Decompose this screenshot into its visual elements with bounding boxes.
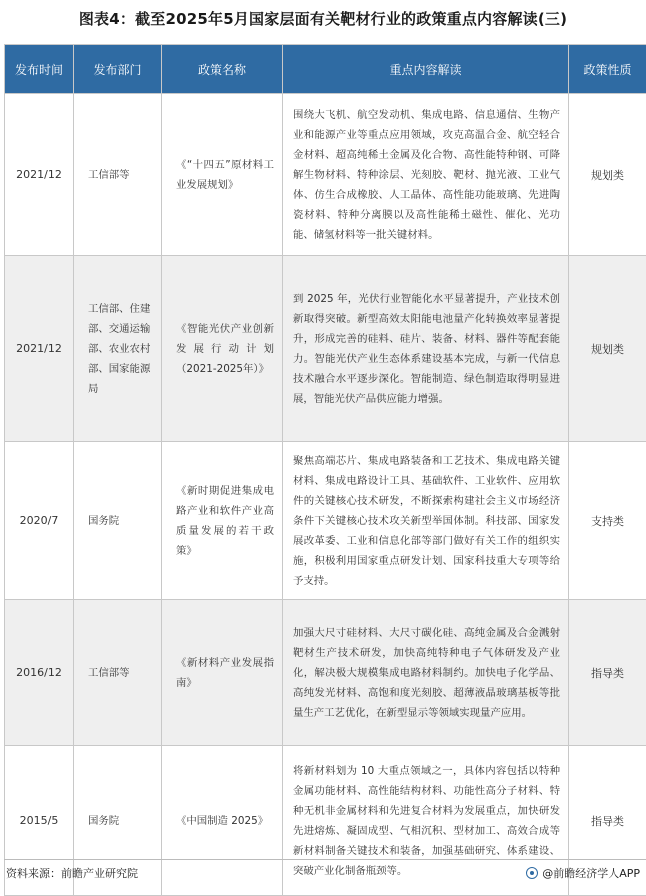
cell-date: 2020/7 bbox=[5, 442, 74, 600]
brand-logo-icon bbox=[526, 867, 538, 879]
cell-date: 2016/12 bbox=[5, 600, 74, 746]
cell-content: 加强大尺寸硅材料、大尺寸碳化硅、高纯金属及合金溅射靶材生产技术研发，加快高纯特种电子气体研发及产业化，解决极大规模集成电路材料制约。加快电子化学品、高纯发光材料、高饱和度光刻胶、超薄液晶玻璃基板等批量生产工艺优化，在新型显示等领域实现量产应用。 bbox=[283, 600, 569, 746]
cell-content: 到 2025 年，光伏行业智能化水平显著提升，产业技术创新取得突破。新型高效太阳能电池量产化转换效率显著提升，形成完善的硅料、硅片、装备、材料、器件等配套能力。智能光伏产业生态体系建设基本完成，与新一代信息技术融合水平逐步深化。智能制造、绿色制造取得明显进展，智能光伏产品供应能力增强。 bbox=[283, 256, 569, 442]
cell-dept: 国务院 bbox=[74, 442, 162, 600]
table-row bbox=[5, 94, 646, 256]
policy-table bbox=[4, 44, 646, 896]
cell-dept: 工信部等 bbox=[74, 94, 162, 256]
table-row bbox=[5, 600, 646, 746]
page-title: 图表4：截至2025年5月国家层面有关靶材行业的政策重点内容解读(三) bbox=[0, 8, 646, 29]
cell-content: 聚焦高端芯片、集成电路装备和工艺技术、集成电路关键材料、集成电路设计工具、基础软件、工业软件、应用软件的关键核心技术研发，不断探索构建社会主义市场经济条件下关键核心技术攻关新型举国体制。科技部、国家发展改革委、工业和信息化部等部门做好有关工作的组织实施，积极利用国家重点研发计划、国家科技重大专项等给予支持。 bbox=[283, 442, 569, 600]
cell-policy-name: 《新材料产业发展指南》 bbox=[162, 600, 283, 746]
footer-divider bbox=[4, 859, 646, 860]
cell-policy-name: 《中国制造 2025》 bbox=[162, 746, 283, 896]
cell-date: 2015/5 bbox=[5, 746, 74, 896]
cell-nature: 支持类 bbox=[569, 442, 646, 600]
table-header-row bbox=[5, 45, 646, 94]
header-name: 政策名称 bbox=[162, 45, 283, 94]
cell-nature: 指导类 bbox=[569, 600, 646, 746]
cell-policy-name: 《新时期促进集成电路产业和软件产业高质量发展的若干政策》 bbox=[162, 442, 283, 600]
table-row bbox=[5, 442, 646, 600]
brand-text: @前瞻经济学人APP bbox=[542, 865, 640, 881]
source-note: 资料来源：前瞻产业研究院 bbox=[6, 865, 138, 881]
cell-nature: 规划类 bbox=[569, 94, 646, 256]
cell-nature: 规划类 bbox=[569, 256, 646, 442]
cell-policy-name: 《“十四五”原材料工业发展规划》 bbox=[162, 94, 283, 256]
cell-date: 2021/12 bbox=[5, 256, 74, 442]
cell-nature: 指导类 bbox=[569, 746, 646, 896]
cell-content: 围绕大飞机、航空发动机、集成电路、信息通信、生物产业和能源产业等重点应用领域，攻克高温合金、航空轻合金材料、超高纯稀土金属及化合物、高性能特种钢、可降解生物材料、特种涂层、光刻胶、靶材、抛光液、工业气体、仿生合成橡胶、人工晶体、高性能功能玻璃、先进陶瓷材料、特种分离膜以及高性能稀土磁性、催化、光功能、储氢材料等一批关键材料。 bbox=[283, 94, 569, 256]
cell-dept: 工信部等 bbox=[74, 600, 162, 746]
cell-policy-name: 《智能光伏产业创新发展行动计划（2021-2025年）》 bbox=[162, 256, 283, 442]
table-row bbox=[5, 256, 646, 442]
header-content: 重点内容解读 bbox=[283, 45, 569, 94]
header-nature: 政策性质 bbox=[569, 45, 646, 94]
cell-dept: 工信部、住建部、交通运输部、农业农村部、国家能源局 bbox=[74, 256, 162, 442]
header-dept: 发布部门 bbox=[74, 45, 162, 94]
cell-date: 2021/12 bbox=[5, 94, 74, 256]
cell-dept: 国务院 bbox=[74, 746, 162, 896]
brand-credit bbox=[526, 865, 640, 881]
cell-content: 将新材料划为 10 大重点领域之一，具体内容包括以特种金属功能材料、高性能结构材料、功能性高分子材料、特种无机非金属材料和先进复合材料为发展重点，加快研发先进熔炼、凝固成型、气相沉积、型材加工、高效合成等新材料制备关键技术和装备，加强基础研究、体系建设、突破产业化制备瓶颈等。 bbox=[283, 746, 569, 896]
header-date: 发布时间 bbox=[5, 45, 74, 94]
